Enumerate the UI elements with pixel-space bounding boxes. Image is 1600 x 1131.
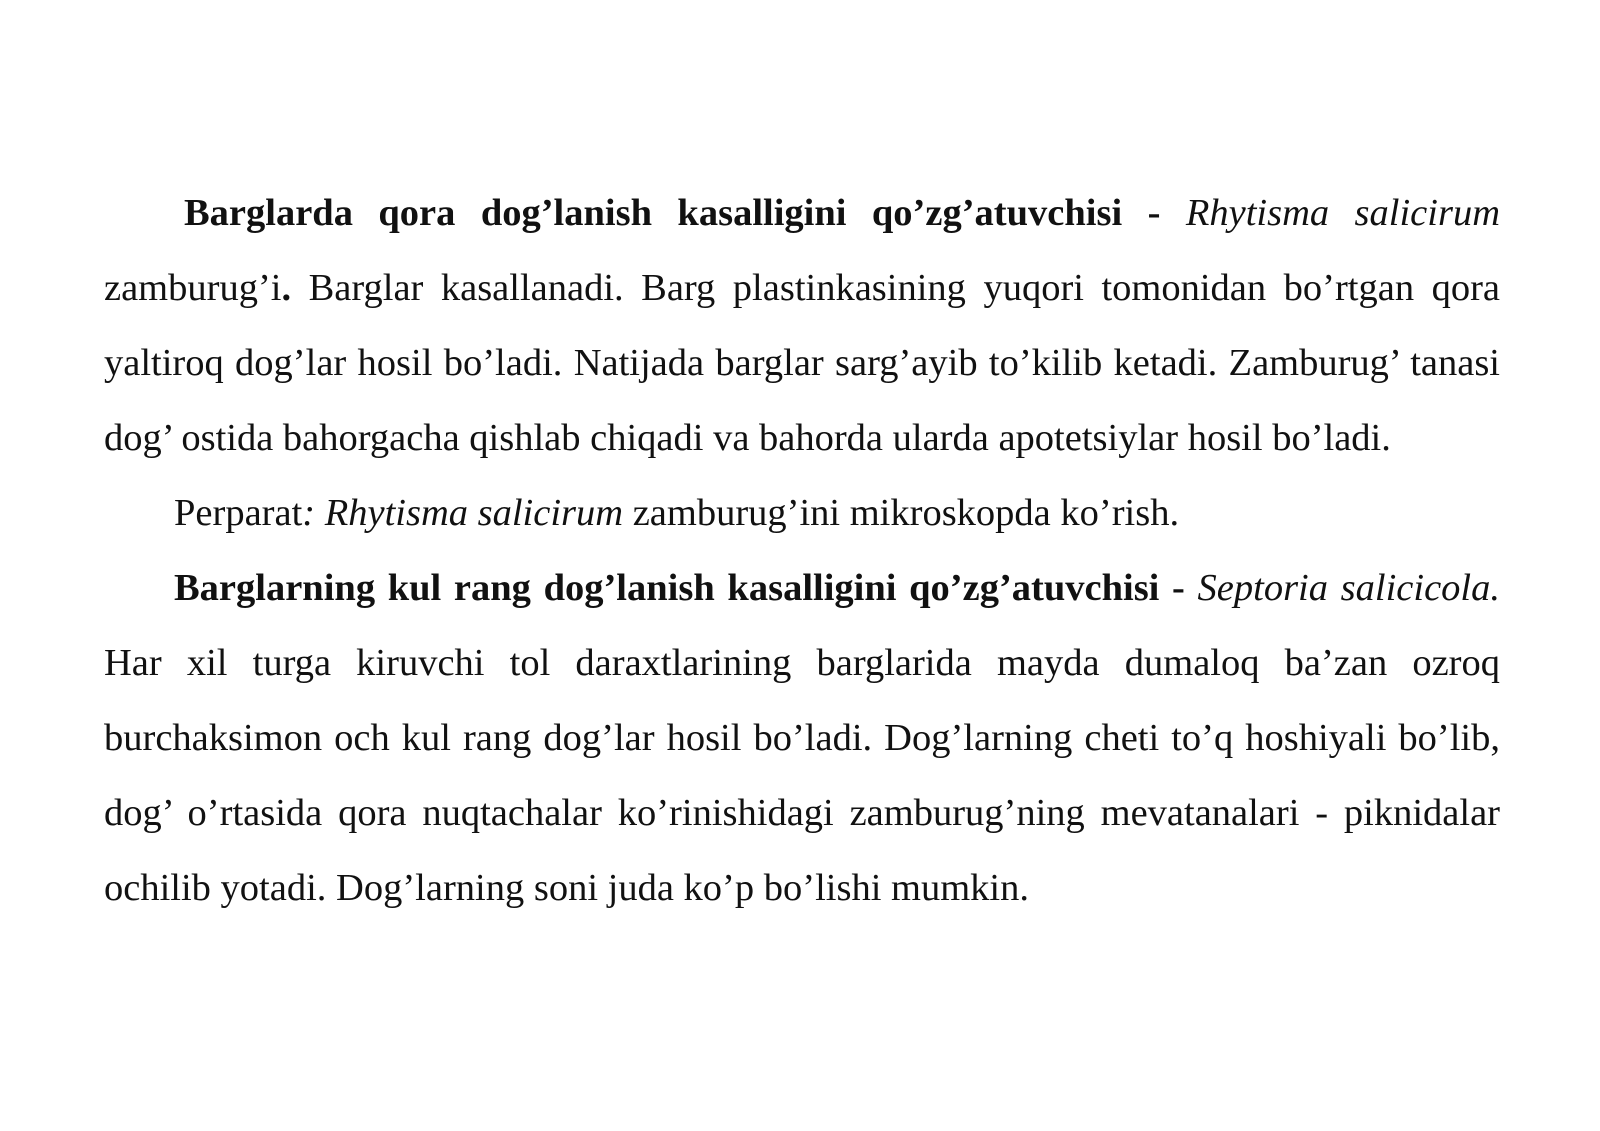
paragraph-rhytisma (104, 176, 1500, 476)
disease-heading-grey-spot: Barglarning kul rang dog’lanish kasalligini qo’zg’atuvchisi (174, 567, 1160, 609)
document-page (104, 176, 1500, 926)
heading-dash: - (1159, 567, 1198, 609)
paragraph-text: Barglar kasallanadi. Barg plastinkasining yuqori tomonidan bo’rtgan qora yaltiroq dog’lar hosil bo’ladi. Natijada barglar sarg’ayib to’kilib ketadi. Zamburug’ tanasi dog’ ostida bahorgacha qishlab chiqadi va bahorda ularda apotetsiylar hosil bo’ladi. (104, 267, 1500, 459)
paragraph-text: zamburug’ini mikroskopda ko’rish. (623, 492, 1180, 534)
bold-period: . (281, 267, 292, 309)
paragraph-preparation (104, 476, 1500, 551)
paragraph-text: zamburug’i (104, 267, 282, 309)
paragraph-septoria (104, 551, 1500, 926)
label-colon: : (302, 492, 325, 534)
heading-dash: - (1122, 192, 1186, 234)
species-name: Septoria salicicola. (1197, 567, 1500, 609)
species-name: Rhytisma salicirum (324, 492, 624, 534)
preparation-label: Perparat (174, 492, 303, 534)
disease-heading-black-spot: Barglarda qora dog’lanish kasalligini qo’zg’atuvchisi (184, 192, 1123, 234)
paragraph-text: Har xil turga kiruvchi tol daraxtlarining barglarida mayda dumaloq ba’zan ozroq burchaksimon och kul rang dog’lar hosil bo’ladi. Dog’larning cheti to’q hoshiyali bo’lib, dog’ o’rtasida qora nuqtachalar ko’rinishidagi zamburug’ning mevatanalari - piknidalar ochilib yotadi. Dog’larning soni juda ko’p bo’lishi mumkin. (104, 642, 1500, 909)
species-name: Rhytisma salicirum (1185, 192, 1501, 234)
